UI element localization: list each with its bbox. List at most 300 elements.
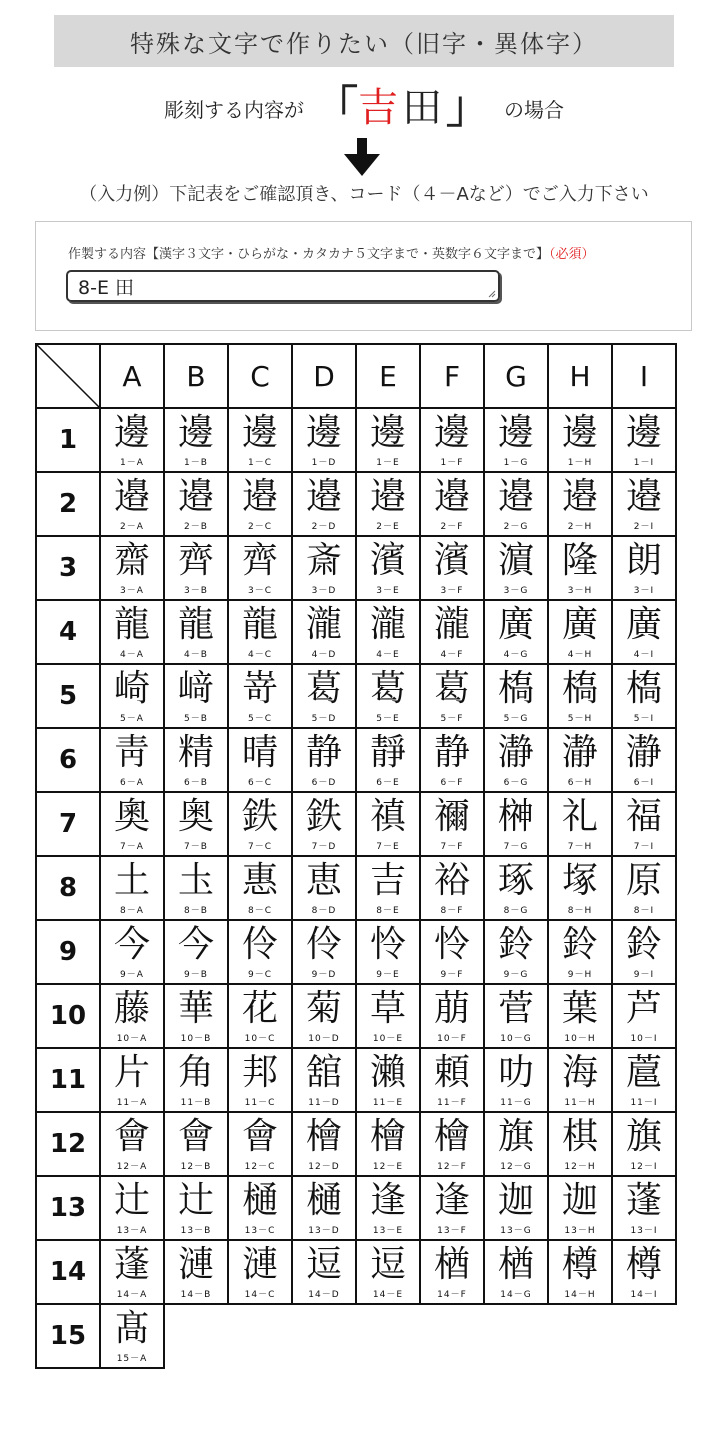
kanji-glyph: 瀞 (497, 732, 534, 773)
character-code: 13－H (564, 1226, 596, 1236)
character-code: 6－D (311, 778, 337, 788)
character-cell[interactable] (611, 407, 677, 473)
character-cell[interactable] (291, 791, 357, 857)
character-cell[interactable] (611, 599, 677, 665)
character-cell[interactable] (483, 1175, 549, 1241)
character-code: 14－I (630, 1290, 658, 1300)
character-code: 8－G (503, 906, 529, 916)
kanji-glyph: 藤 (113, 988, 150, 1029)
character-code: 13－B (180, 1226, 212, 1236)
kanji-glyph: 圡 (177, 860, 214, 901)
kanji-glyph: 邉 (433, 476, 470, 517)
character-cell[interactable] (163, 407, 229, 473)
character-cell[interactable] (291, 983, 357, 1049)
example-name (358, 85, 446, 131)
character-code: 3－D (311, 586, 337, 596)
character-cell[interactable] (163, 727, 229, 793)
character-code: 3－F (440, 586, 464, 596)
character-cell[interactable] (291, 535, 357, 601)
character-cell[interactable] (163, 1239, 229, 1305)
character-code: 6－H (567, 778, 593, 788)
diagonal-line (37, 345, 99, 407)
kanji-glyph: 萠 (433, 988, 470, 1029)
kanji-glyph: 邊 (433, 412, 470, 453)
form-label (68, 243, 595, 262)
character-code: 10－I (630, 1034, 658, 1044)
character-cell[interactable] (99, 1047, 165, 1113)
kanji-glyph: 瀧 (433, 604, 470, 645)
character-code: 8－B (184, 906, 208, 916)
kanji-glyph: 瀞 (561, 732, 598, 773)
character-code: 13－C (244, 1226, 276, 1236)
character-cell[interactable] (547, 727, 613, 793)
character-cell[interactable] (99, 1239, 165, 1305)
character-code: 14－G (500, 1290, 532, 1300)
character-code: 2－C (247, 522, 272, 532)
character-code: 7－H (567, 842, 593, 852)
character-code: 5－H (567, 714, 593, 724)
character-cell[interactable] (611, 791, 677, 857)
kanji-glyph: 華 (177, 988, 214, 1029)
kanji-glyph: 崎 (113, 668, 150, 709)
character-cell[interactable] (99, 791, 165, 857)
character-code: 9－C (247, 970, 272, 980)
character-cell[interactable] (419, 1175, 485, 1241)
character-cell[interactable] (163, 1047, 229, 1113)
character-cell[interactable] (483, 471, 549, 537)
character-cell[interactable] (547, 599, 613, 665)
character-cell[interactable] (483, 663, 549, 729)
character-code: 13－A (116, 1226, 148, 1236)
kanji-glyph: 鈴 (497, 924, 534, 965)
character-code: 1－C (247, 458, 272, 468)
character-code: 7－E (376, 842, 400, 852)
character-cell[interactable] (163, 599, 229, 665)
character-cell[interactable] (419, 535, 485, 601)
character-code: 12－F (437, 1162, 467, 1172)
column-header: H (547, 343, 613, 409)
character-cell[interactable] (355, 727, 421, 793)
kanji-glyph: 迦 (561, 1180, 598, 1221)
kanji-glyph: 葛 (305, 668, 342, 709)
character-cell[interactable] (163, 919, 229, 985)
kanji-glyph: 廣 (561, 604, 598, 645)
character-code: 7－B (184, 842, 208, 852)
character-cell[interactable] (483, 855, 549, 921)
character-cell[interactable] (483, 727, 549, 793)
character-cell[interactable] (419, 663, 485, 729)
character-cell[interactable] (355, 663, 421, 729)
kanji-glyph: 辻 (177, 1180, 214, 1221)
character-cell[interactable] (163, 663, 229, 729)
character-cell[interactable] (355, 855, 421, 921)
column-header: F (419, 343, 485, 409)
character-code: 4－D (311, 650, 337, 660)
character-cell[interactable] (611, 919, 677, 985)
kanji-glyph: 舘 (305, 1052, 342, 1093)
row-header: 15 (35, 1303, 101, 1369)
close-bracket: 」 (446, 82, 490, 133)
kanji-glyph: 逗 (305, 1244, 342, 1285)
character-cell[interactable] (355, 1111, 421, 1177)
character-code: 8－F (440, 906, 464, 916)
character-code: 13－D (308, 1226, 340, 1236)
character-code: 11－F (437, 1098, 467, 1108)
kanji-glyph: 恵 (305, 860, 342, 901)
kanji-glyph: 蓬 (113, 1244, 150, 1285)
character-code: 14－F (437, 1290, 467, 1300)
character-code: 4－A (120, 650, 144, 660)
kanji-glyph: 濱 (433, 540, 470, 581)
character-code: 2－B (184, 522, 208, 532)
character-cell[interactable] (99, 855, 165, 921)
character-code: 6－C (247, 778, 272, 788)
character-cell[interactable] (483, 1239, 549, 1305)
character-cell[interactable] (419, 855, 485, 921)
character-cell[interactable] (547, 983, 613, 1049)
character-cell[interactable] (547, 535, 613, 601)
page-title: 特殊な文字で作りたい（旧字・異体字） (54, 15, 674, 67)
character-cell[interactable] (419, 983, 485, 1049)
character-code: 6－G (503, 778, 529, 788)
engraving-content-input[interactable] (66, 270, 500, 302)
character-code: 7－A (120, 842, 144, 852)
character-code: 7－F (440, 842, 464, 852)
character-code: 3－I (633, 586, 655, 596)
character-cell[interactable] (419, 1047, 485, 1113)
kanji-glyph: 晴 (241, 732, 278, 773)
character-code: 4－B (184, 650, 208, 660)
kanji-glyph: 髙 (113, 1308, 150, 1349)
character-cell[interactable] (227, 1239, 293, 1305)
kanji-glyph: 瀧 (369, 604, 406, 645)
example-name-char-2: 田 (402, 85, 446, 131)
kanji-glyph: 鈴 (625, 924, 662, 965)
character-cell[interactable] (291, 599, 357, 665)
character-code: 8－D (311, 906, 337, 916)
kanji-glyph: 今 (113, 924, 150, 965)
character-code: 9－D (311, 970, 337, 980)
character-cell[interactable] (483, 1047, 549, 1113)
character-cell[interactable] (611, 983, 677, 1049)
character-cell[interactable] (163, 1175, 229, 1241)
character-cell[interactable] (99, 663, 165, 729)
character-cell[interactable] (227, 1111, 293, 1177)
kanji-glyph: 禛 (369, 796, 406, 837)
character-code: 12－H (564, 1162, 596, 1172)
character-cell[interactable] (355, 535, 421, 601)
character-cell[interactable] (419, 1111, 485, 1177)
character-code: 12－G (500, 1162, 532, 1172)
character-cell[interactable] (419, 919, 485, 985)
kanji-glyph: 﨑 (177, 668, 214, 709)
character-cell[interactable] (419, 599, 485, 665)
row-header: 14 (35, 1239, 101, 1305)
kanji-glyph: 槗 (561, 668, 598, 709)
example-line (0, 78, 728, 138)
kanji-glyph: 槗 (625, 668, 662, 709)
kanji-glyph: 靜 (369, 732, 406, 773)
character-cell[interactable] (355, 791, 421, 857)
kanji-glyph: 樽 (561, 1244, 598, 1285)
kanji-glyph: 龍 (177, 604, 214, 645)
character-code: 14－H (564, 1290, 596, 1300)
kanji-glyph: 斎 (305, 540, 342, 581)
character-cell[interactable] (291, 727, 357, 793)
kanji-glyph: 葉 (561, 988, 598, 1029)
kanji-glyph: 濱 (369, 540, 406, 581)
row-header: 7 (35, 791, 101, 857)
kanji-glyph: 邉 (625, 476, 662, 517)
column-header: I (611, 343, 677, 409)
character-code: 2－A (120, 522, 144, 532)
character-cell[interactable] (611, 855, 677, 921)
kanji-glyph: 楢 (497, 1244, 534, 1285)
character-code: 5－F (440, 714, 464, 724)
character-cell[interactable] (611, 727, 677, 793)
kanji-glyph: 角 (177, 1052, 214, 1093)
row-header: 11 (35, 1047, 101, 1113)
example-suffix: の場合 (504, 97, 564, 122)
character-code: 9－E (376, 970, 400, 980)
character-cell[interactable] (355, 983, 421, 1049)
character-cell[interactable] (291, 855, 357, 921)
character-cell[interactable] (547, 1175, 613, 1241)
kanji-glyph: 邊 (497, 412, 534, 453)
kanji-glyph: 邉 (369, 476, 406, 517)
character-cell[interactable] (99, 1303, 165, 1369)
kanji-glyph: 靑 (113, 732, 150, 773)
character-cell[interactable] (547, 407, 613, 473)
character-cell[interactable] (227, 599, 293, 665)
kanji-glyph: 塚 (561, 860, 598, 901)
character-cell[interactable] (547, 791, 613, 857)
kanji-glyph: 邉 (305, 476, 342, 517)
character-cell[interactable] (227, 407, 293, 473)
resize-grip-icon[interactable] (488, 290, 496, 298)
character-cell[interactable] (611, 535, 677, 601)
kanji-glyph: 檜 (369, 1116, 406, 1157)
character-code: 1－I (633, 458, 655, 468)
kanji-glyph: 伶 (305, 924, 342, 965)
character-cell[interactable] (611, 1111, 677, 1177)
character-cell[interactable] (419, 471, 485, 537)
kanji-glyph: 瀞 (625, 732, 662, 773)
character-cell[interactable] (483, 535, 549, 601)
character-code: 3－C (247, 586, 272, 596)
character-cell[interactable] (419, 727, 485, 793)
kanji-glyph: 邊 (177, 412, 214, 453)
character-cell[interactable] (227, 855, 293, 921)
character-code: 2－I (633, 522, 655, 532)
character-cell[interactable] (547, 1239, 613, 1305)
column-header: E (355, 343, 421, 409)
character-cell[interactable] (611, 471, 677, 537)
kanji-glyph: 禰 (433, 796, 470, 837)
character-cell[interactable] (99, 599, 165, 665)
character-cell[interactable] (99, 535, 165, 601)
kanji-glyph: 邊 (113, 412, 150, 453)
character-code: 8－H (567, 906, 593, 916)
character-code: 4－G (503, 650, 529, 660)
row-header: 9 (35, 919, 101, 985)
character-cell[interactable] (355, 599, 421, 665)
character-cell[interactable] (227, 727, 293, 793)
row-header: 8 (35, 855, 101, 921)
character-cell[interactable] (291, 919, 357, 985)
column-header: C (227, 343, 293, 409)
character-cell[interactable] (291, 1175, 357, 1241)
character-code: 2－D (311, 522, 337, 532)
character-cell[interactable] (99, 1175, 165, 1241)
character-cell[interactable] (99, 407, 165, 473)
character-code: 15－A (116, 1354, 148, 1364)
character-cell[interactable] (611, 1175, 677, 1241)
kanji-glyph: 福 (625, 796, 662, 837)
kanji-glyph: 草 (369, 988, 406, 1029)
kanji-glyph: 琢 (497, 860, 534, 901)
kanji-glyph: 頼 (433, 1052, 470, 1093)
character-code: 7－G (503, 842, 529, 852)
character-cell[interactable] (291, 407, 357, 473)
character-cell[interactable] (419, 791, 485, 857)
character-code: 2－G (503, 522, 529, 532)
character-cell[interactable] (547, 663, 613, 729)
character-cell[interactable] (611, 1239, 677, 1305)
kanji-glyph: 棋 (561, 1116, 598, 1157)
kanji-glyph: 旗 (625, 1116, 662, 1157)
character-code: 3－H (567, 586, 593, 596)
character-code: 6－E (376, 778, 400, 788)
character-cell[interactable] (99, 727, 165, 793)
character-code: 9－F (440, 970, 464, 980)
character-cell[interactable] (99, 1111, 165, 1177)
character-cell[interactable] (227, 471, 293, 537)
character-cell[interactable] (227, 663, 293, 729)
column-header: B (163, 343, 229, 409)
character-cell[interactable] (227, 983, 293, 1049)
character-cell[interactable] (163, 791, 229, 857)
character-cell[interactable] (291, 663, 357, 729)
character-code: 10－G (500, 1034, 532, 1044)
row-header: 2 (35, 471, 101, 537)
input-value: 8-E 田 (78, 277, 134, 299)
character-cell[interactable] (291, 1239, 357, 1305)
character-code: 5－G (503, 714, 529, 724)
character-code: 9－H (567, 970, 593, 980)
character-cell[interactable] (355, 1175, 421, 1241)
character-cell[interactable] (547, 1111, 613, 1177)
kanji-glyph: 旗 (497, 1116, 534, 1157)
kanji-glyph: 廣 (625, 604, 662, 645)
character-code: 12－A (116, 1162, 148, 1172)
character-code: 10－A (116, 1034, 148, 1044)
kanji-glyph: 漣 (177, 1244, 214, 1285)
kanji-glyph: 槗 (497, 668, 534, 709)
character-cell[interactable] (483, 791, 549, 857)
kanji-glyph: 邉 (241, 476, 278, 517)
character-cell[interactable] (99, 471, 165, 537)
character-cell[interactable] (163, 535, 229, 601)
character-code: 12－B (180, 1162, 212, 1172)
character-cell[interactable] (291, 1047, 357, 1113)
character-cell[interactable] (355, 407, 421, 473)
character-code: 7－C (247, 842, 272, 852)
character-cell[interactable] (547, 471, 613, 537)
character-cell[interactable] (355, 471, 421, 537)
character-cell[interactable] (611, 1047, 677, 1113)
character-code: 11－A (116, 1098, 148, 1108)
character-cell[interactable] (227, 1047, 293, 1113)
example-prefix: 彫刻する内容が (164, 97, 304, 122)
character-cell[interactable] (163, 1111, 229, 1177)
kanji-glyph: 菊 (305, 988, 342, 1029)
character-cell[interactable] (291, 1111, 357, 1177)
character-cell[interactable] (291, 471, 357, 537)
character-cell[interactable] (99, 983, 165, 1049)
character-code: 8－C (247, 906, 272, 916)
character-cell[interactable] (99, 919, 165, 985)
character-cell[interactable] (419, 1239, 485, 1305)
character-code: 5－A (120, 714, 144, 724)
character-cell[interactable] (355, 1047, 421, 1113)
kanji-glyph: 裕 (433, 860, 470, 901)
kanji-glyph: 叻 (497, 1052, 534, 1093)
character-cell[interactable] (227, 1175, 293, 1241)
character-code: 1－H (567, 458, 593, 468)
kanji-glyph: 吉 (369, 860, 406, 901)
character-cell[interactable] (483, 983, 549, 1049)
character-cell[interactable] (483, 919, 549, 985)
character-code: 4－E (376, 650, 400, 660)
character-cell[interactable] (163, 983, 229, 1049)
character-cell[interactable] (227, 535, 293, 601)
kanji-glyph: 怜 (369, 924, 406, 965)
character-cell[interactable] (355, 1239, 421, 1305)
kanji-glyph: 邉 (561, 476, 598, 517)
character-code: 11－E (372, 1098, 404, 1108)
character-code: 3－G (503, 586, 529, 596)
character-code: 7－I (633, 842, 655, 852)
character-cell[interactable] (163, 855, 229, 921)
kanji-glyph: 會 (177, 1116, 214, 1157)
character-code: 10－D (308, 1034, 340, 1044)
kanji-glyph: 鉄 (241, 796, 278, 837)
row-header: 3 (35, 535, 101, 601)
character-code: 1－G (503, 458, 529, 468)
character-cell[interactable] (547, 1047, 613, 1113)
kanji-glyph: 齊 (241, 540, 278, 581)
character-cell[interactable] (483, 1111, 549, 1177)
kanji-glyph: 葛 (369, 668, 406, 709)
character-cell[interactable] (547, 855, 613, 921)
character-cell[interactable] (227, 919, 293, 985)
kanji-glyph: 邊 (241, 412, 278, 453)
character-cell[interactable] (483, 407, 549, 473)
character-cell[interactable] (483, 599, 549, 665)
character-cell[interactable] (547, 919, 613, 985)
character-cell[interactable] (227, 791, 293, 857)
character-cell[interactable] (611, 663, 677, 729)
kanji-glyph: 原 (625, 860, 662, 901)
character-cell[interactable] (355, 919, 421, 985)
required-badge: （必須） (549, 247, 595, 262)
character-code: 12－D (308, 1162, 340, 1172)
kanji-glyph: 花 (241, 988, 278, 1029)
character-cell[interactable] (163, 471, 229, 537)
character-cell[interactable] (419, 407, 485, 473)
character-code: 9－A (120, 970, 144, 980)
